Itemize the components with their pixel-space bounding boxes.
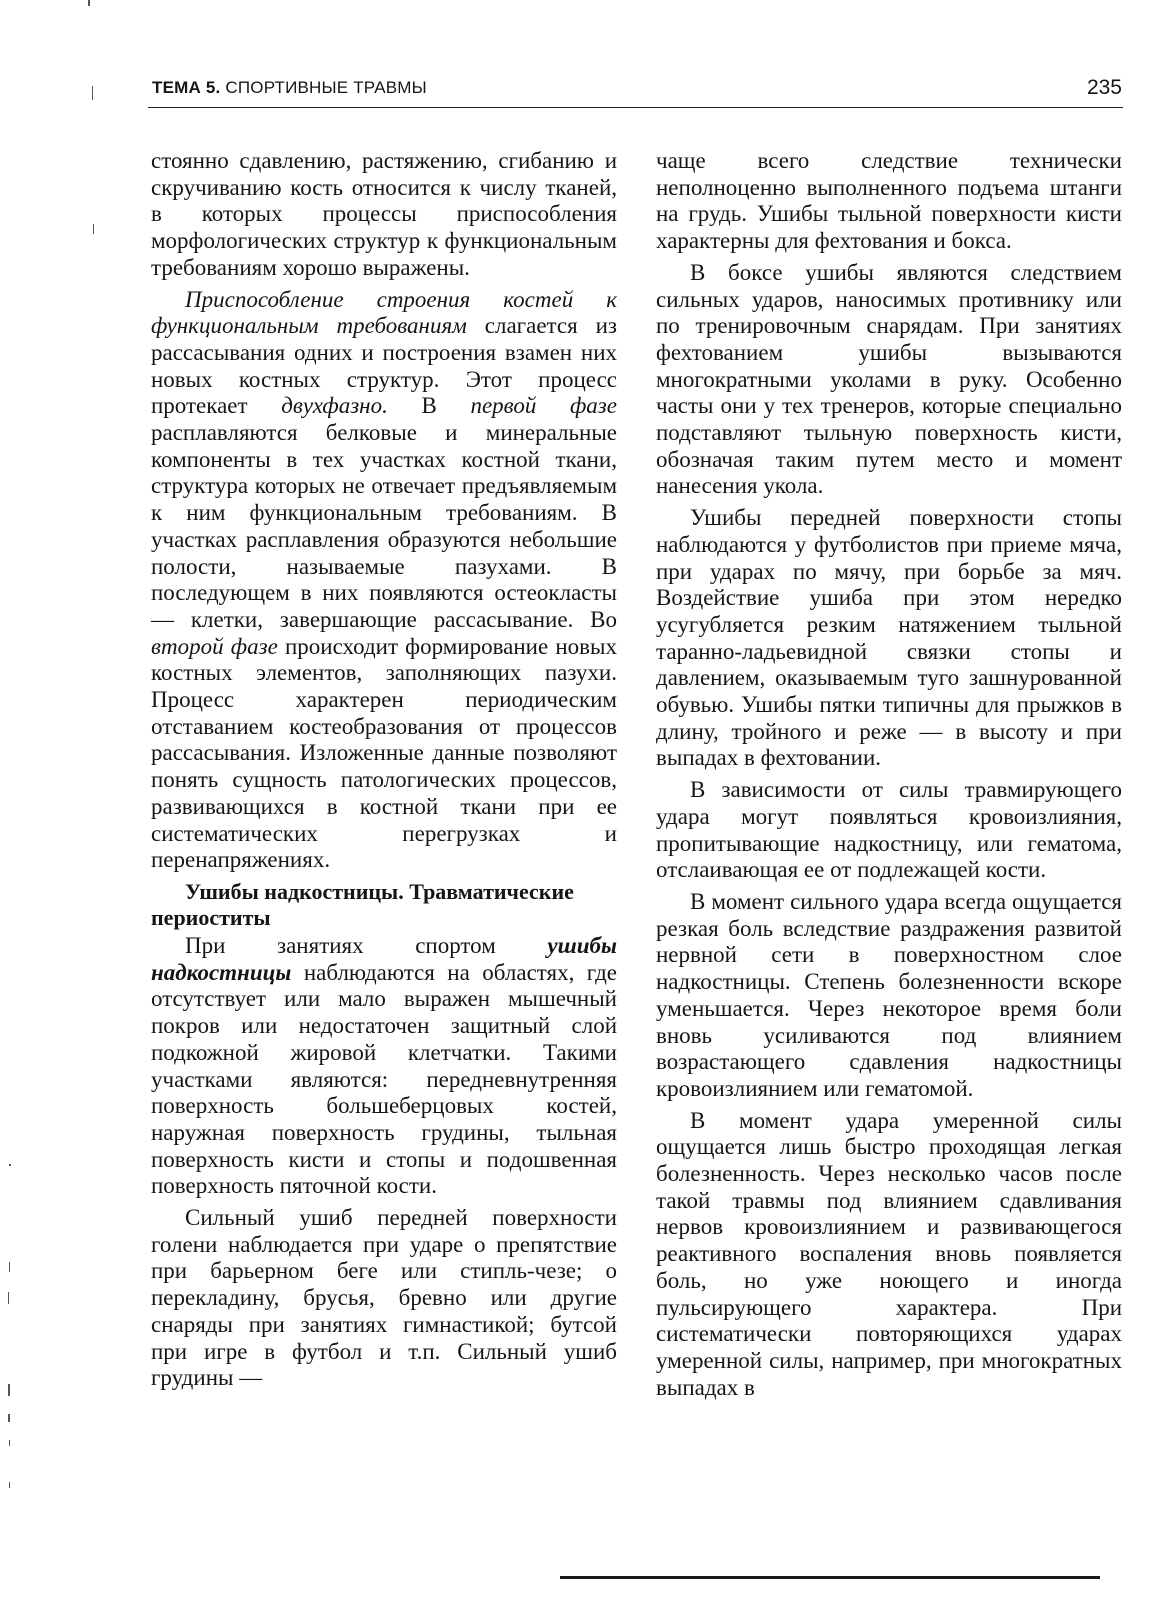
scan-speck [93,224,94,234]
scan-speck [88,0,90,6]
paragraph-continued: чаще всего следствие технически неполноценно выполненного подъема штанги на грудь. Ушибы тыльной поверхности кисти характерны для фехтования и бокса. [656,148,1122,254]
text-run: При занятиях спортом [185,932,548,958]
scan-speck [9,1482,10,1488]
right-column [656,148,1122,1406]
scan-speck [9,1262,10,1272]
italic-term: второй фазе [151,633,278,659]
paragraph-shin-bruise: Сильный ушиб передней поверхности голени наблюдается при ударе о препятствие при барьерном беге или стипль-чезе; о перекладину, брусья, бревно или другие снаряды при занятиях гимнастикой; бутсой при игре в футбол и т.п. Сильный ушиб грудины — [151,1205,617,1391]
running-title-name: СПОРТИВНЫЕ ТРАВМЫ [220,78,427,97]
scan-speck [8,1384,10,1396]
text-run: расплавляются белковые и минеральные компоненты в тех участках костной ткани, структура которых не отвечает предъявляемым к ним функциональным требованиям. В участках расплавления образуются небольшие полости, называемые пазухами. В последующем в них появляются остеокласты — клетки, завершающие рассасывание. Во [151,420,617,632]
paragraph-moderate-blow: В момент удара умеренной силы ощущается лишь быстро проходящая легкая болезненность. Через несколько часов после такой травмы под влиянием сдавливания нервов кровоизлиянием и развивающегося реактивного воспаления вновь появляется боль, но уже ноющего и иногда пульсирующего характера. При систематически повторяющихся ударах умеренной силы, например, при многократных выпадах в [656,1107,1122,1400]
paragraph-foot-bruises: Ушибы передней поверхности стопы наблюдаются у футболистов при приеме мяча, при ударах по мячу, при борьбе за мяч. Воздействие ушиба при этом нередко усугубляется резким натяжением тыльной таранно-ладьевидной связки стопы и давлением, оказываемым туго зашнурованной обувью. Ушибы пятки типичны для прыжков в длину, тройного и реже — в высоту и при выпадах в фехтовании. [656,505,1122,771]
paragraph-bone-adaptation [151,287,617,874]
bold-italic-term: ушибы надкостницы [151,932,617,985]
scan-speck [9,1164,11,1166]
text-run: слагается из рассасывания одних и построения взамен них новых костных структур. Этот процесс протекает [151,313,617,419]
running-title [152,78,427,98]
text-run: происходит формирование новых костных элементов, заполняющих пазухи. Процесс характерен периодическим отставанием костеобразования от процессов рассасывания. Изложенные данные позволяют понять сущность патологических процессов, развивающихся в костной ткани при ее систематических перегрузках и перенапряжениях. [151,633,617,873]
paragraph-periosteum-bruises [151,933,617,1200]
paragraph-hemorrhage: В зависимости от силы травмирующего удара могут появляться кровоизлияния, пропитывающие надкостницу, или гематома, отслаивающая ее от подлежащей кости. [656,777,1122,883]
italic-term: первой фазе [470,393,617,419]
header-rule [148,107,1123,108]
footer-rule [560,1576,1100,1579]
scan-speck [92,86,93,100]
scan-speck [9,1440,10,1446]
paragraph-boxing: В боксе ушибы являются следствием сильных ударов, наносимых противнику или по тренировочным снарядам. При занятиях фехтованием ушибы вызываются многократными уколами в руку. Особенно часты они у тех тренеров, которые специально подставляют тыльную поверхность кисти, обозначая таким путем место и момент нанесения укола. [656,259,1122,499]
scan-speck [8,1414,10,1422]
section-heading: Ушибы надкостницы. Травматические периоститы [151,878,574,930]
paragraph-continued: стоянно сдавлению, растяжению, сгибанию и скручиванию кость относится к числу тканей, в которых процессы приспособления морфологических структур к функциональным требованиям хорошо выражены. [151,148,617,280]
text-run: наблюдаются на областях, где отсутствует или мало выражен мышечный покров или недостаточен защитный слой подкожной жировой клетчатки. Такими участками являются: передневнутренняя поверхность большеберцовых костей, наружная поверхность грудины, тыльная поверхность кисти и стопы и подошвенная поверхность пяточной кости. [151,959,617,1199]
running-title-topic: ТЕМА 5. [152,78,221,97]
page-number: 235 [1086,76,1122,99]
italic-term: Приспособление строения костей к функциональным требованиям [151,286,617,339]
scan-margin-marks [0,0,40,1600]
running-header [152,76,1122,102]
scan-speck [8,1292,9,1304]
left-column [151,148,617,1397]
italic-term: двухфазно. [281,393,388,419]
paragraph-strong-blow: В момент сильного удара всегда ощущается резкая боль вследствие раздражения развитой нервной сети в поверхностном слое надкостницы. Степень болезненности вскоре уменьшается. Через некоторое время боли вновь усиливаются под влиянием возрастающего сдавления надкостницы кровоизлиянием или гематомой. [656,888,1122,1101]
text-run: В [387,393,471,419]
